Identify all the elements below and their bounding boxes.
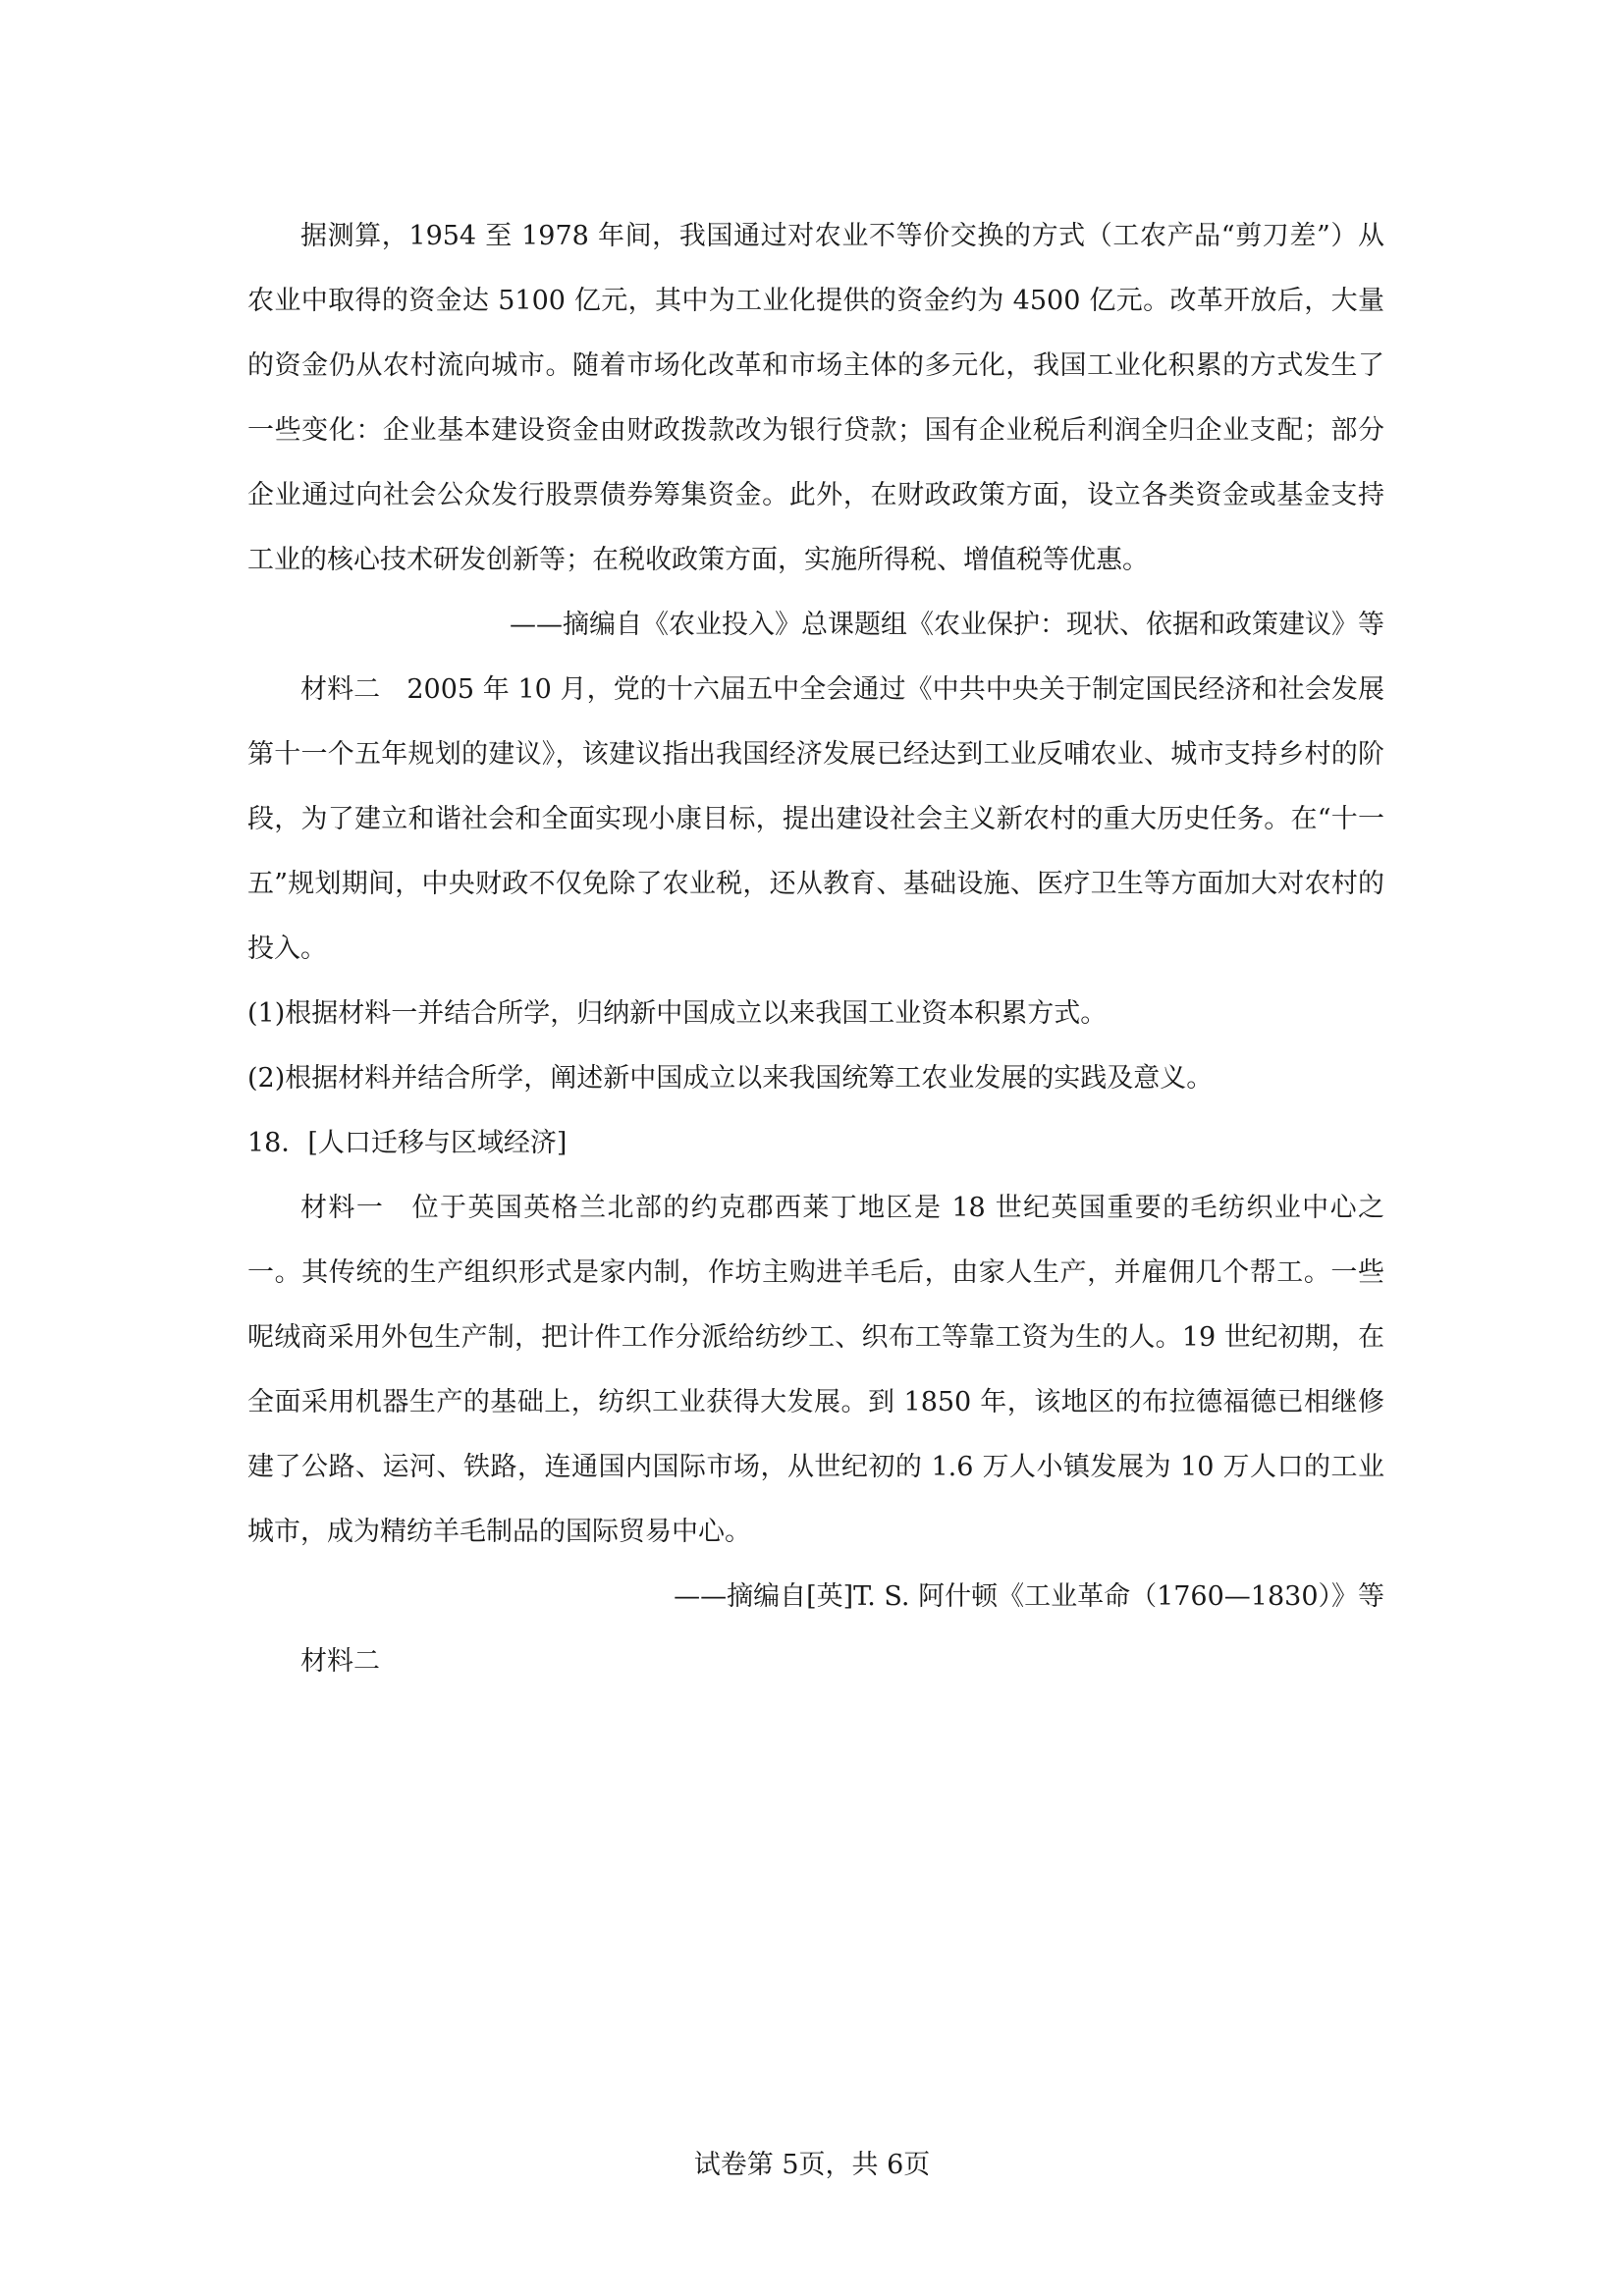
material-two-paragraph: 材料二 2005 年 10 月，党的十六届五中全会通过《中共中央关于制定国民经济和社会发展第十一个五年规划的建议》，该建议指出我国经济发展已经达到工业反哺农业、城市支持乡村的阶段，为了建立和谐社会和全面实现小康目标，提出建设社会主义新农村的重大历史任务。在“十一五”规划期间，中央财政不仅免除了农业税，还从教育、基础设施、医疗卫生等方面加大对农村的投入。 [247,674,1384,964]
q18-material-two-label: 材料二 [300,1646,380,1677]
question-18-heading: 18．[人口迁移与区域经济] [247,1128,568,1158]
q18-material-one-paragraph: 材料一 位于英国英格兰北部的约克郡西莱丁地区是 18 世纪英国重要的毛纺织业中心之一。其传统的生产组织形式是家内制，作坊主购进羊毛后，由家人生产，并雇佣几个帮工。一些呢绒商采用外包生产制，把计件工作分派给纺纱工、织布工等靠工资为生的人。19 世纪初期，在全面采用机器生产的基础上，纺织工业获得大发展。到 1850 年，该地区的布拉德福德已相继修建了公路、运河、铁路，连通国内国际市场，从世纪初的 1.6 万人小镇发展为 10 万人口的工业城市，成为精纺羊毛制品的国际贸易中心。 [247,1193,1384,1547]
question-2: (2)根据材料并结合所学，阐述新中国成立以来我国统筹工农业发展的实践及意义。 [247,1063,1214,1094]
page-footer: 试卷第 5页，共 6页 [693,2150,931,2180]
question-1: (1)根据材料一并结合所学，归纳新中国成立以来我国工业资本积累方式。 [247,998,1108,1029]
page-content [247,204,1384,1694]
material-one-source: ——摘编自《农业投入》总课题组《农业保护：现状、依据和政策建议》等 [510,610,1384,640]
q18-material-one-source: ——摘编自[英]T. S. 阿什顿《工业革命（1760—1830）》等 [674,1581,1384,1612]
material-one-paragraph: 据测算，1954 至 1978 年间，我国通过对农业不等价交换的方式（工农产品“剪刀差”）从农业中取得的资金达 5100 亿元，其中为工业化提供的资金约为 4500 亿元。改革开放后，大量的资金仍从农村流向城市。随着市场化改革和市场主体的多元化，我国工业化积累的方式发生了一些变化：企业基本建设资金由财政拨款改为银行贷款；国有企业税后利润全归企业支配；部分企业通过向社会公众发行股票债券筹集资金。此外，在财政政策方面，设立各类资金或基金支持工业的核心技术研发创新等；在税收政策方面，实施所得税、增值税等优惠。 [247,221,1384,575]
